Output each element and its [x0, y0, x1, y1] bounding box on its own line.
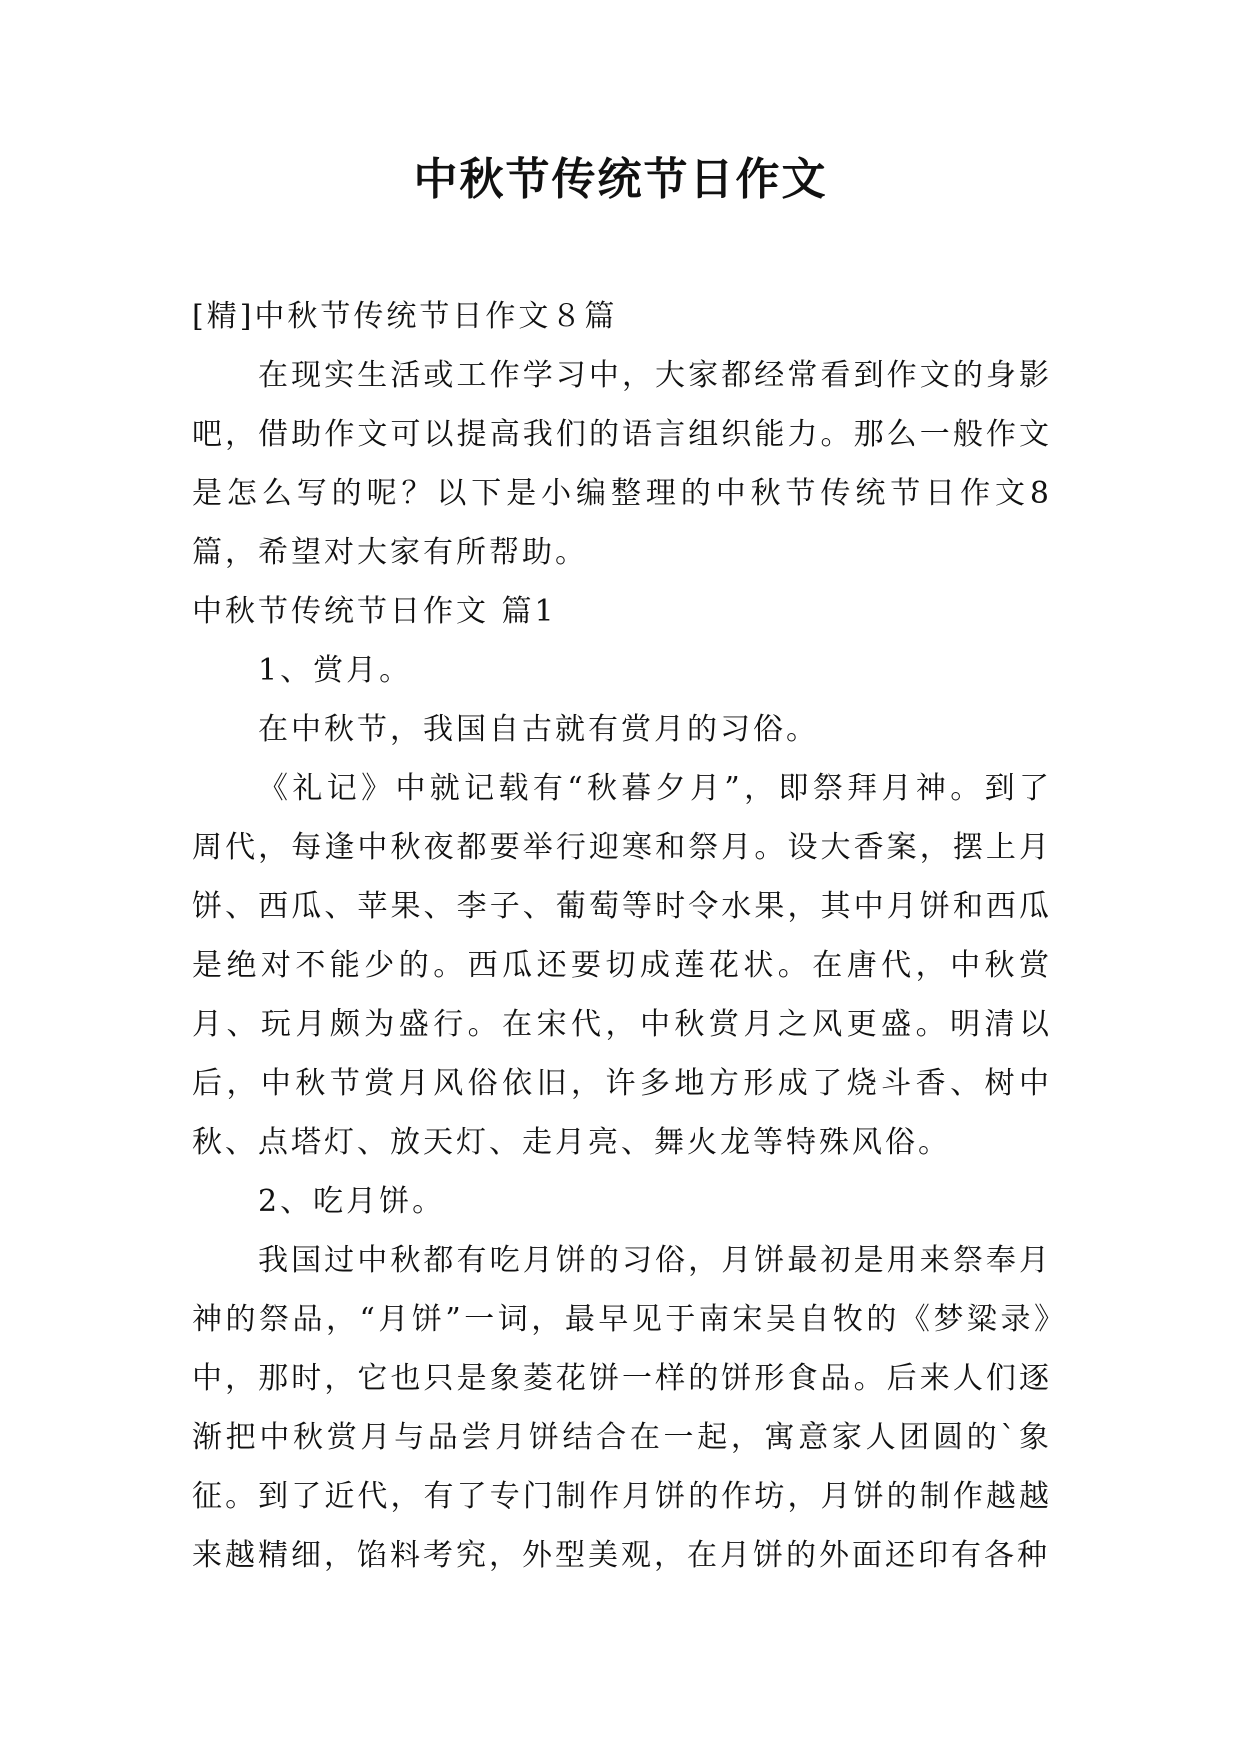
item1-heading: 1、赏月。 [258, 653, 413, 688]
item1-paragraph-1: 在中秋节，我国自古就有赏月的习俗。 [258, 712, 819, 747]
document-body [192, 287, 1052, 1585]
intro-paragraph: 在现实生活或工作学习中，大家都经常看到作文的身影吧，借助作文可以提高我们的语言组织能力。那么一般作文是怎么写的呢？以下是小编整理的中秋节传统节日作文8篇，希望对大家有所帮助。 [192, 358, 1052, 570]
item2-heading: 2、吃月饼。 [258, 1184, 446, 1219]
item2-paragraph-1: 我国过中秋都有吃月饼的习俗，月饼最初是用来祭奉月神的祭品，“月饼”一词，最早见于南宋吴自牧的《梦粱录》中，那时，它也只是象菱花饼一样的饼形食品。后来人们逐渐把中秋赏月与品尝月饼结合在一起，寓意家人团圆的`象征。到了近代，有了专门制作月饼的作坊，月饼的制作越越来越精细，馅料考究，外型美观，在月饼的外面还印有各种 [192, 1243, 1052, 1573]
document-heading: [精]中秋节传统节日作文８篇 [192, 299, 618, 334]
section-title: 中秋节传统节日作文 篇1 [192, 594, 557, 629]
document-title: 中秋节传统节日作文 [413, 154, 828, 205]
item1-paragraph-2: 《礼记》中就记载有“秋暮夕月”，即祭拜月神。到了周代，每逢中秋夜都要举行迎寒和祭月。设大香案，摆上月饼、西瓜、苹果、李子、葡萄等时令水果，其中月饼和西瓜是绝对不能少的。西瓜还要切成莲花状。在唐代，中秋赏月、玩月颇为盛行。在宋代，中秋赏月之风更盛。明清以后，中秋节赏月风俗依旧，许多地方形成了烧斗香、树中秋、点塔灯、放天灯、走月亮、舞火龙等特殊风俗。 [192, 771, 1052, 1160]
